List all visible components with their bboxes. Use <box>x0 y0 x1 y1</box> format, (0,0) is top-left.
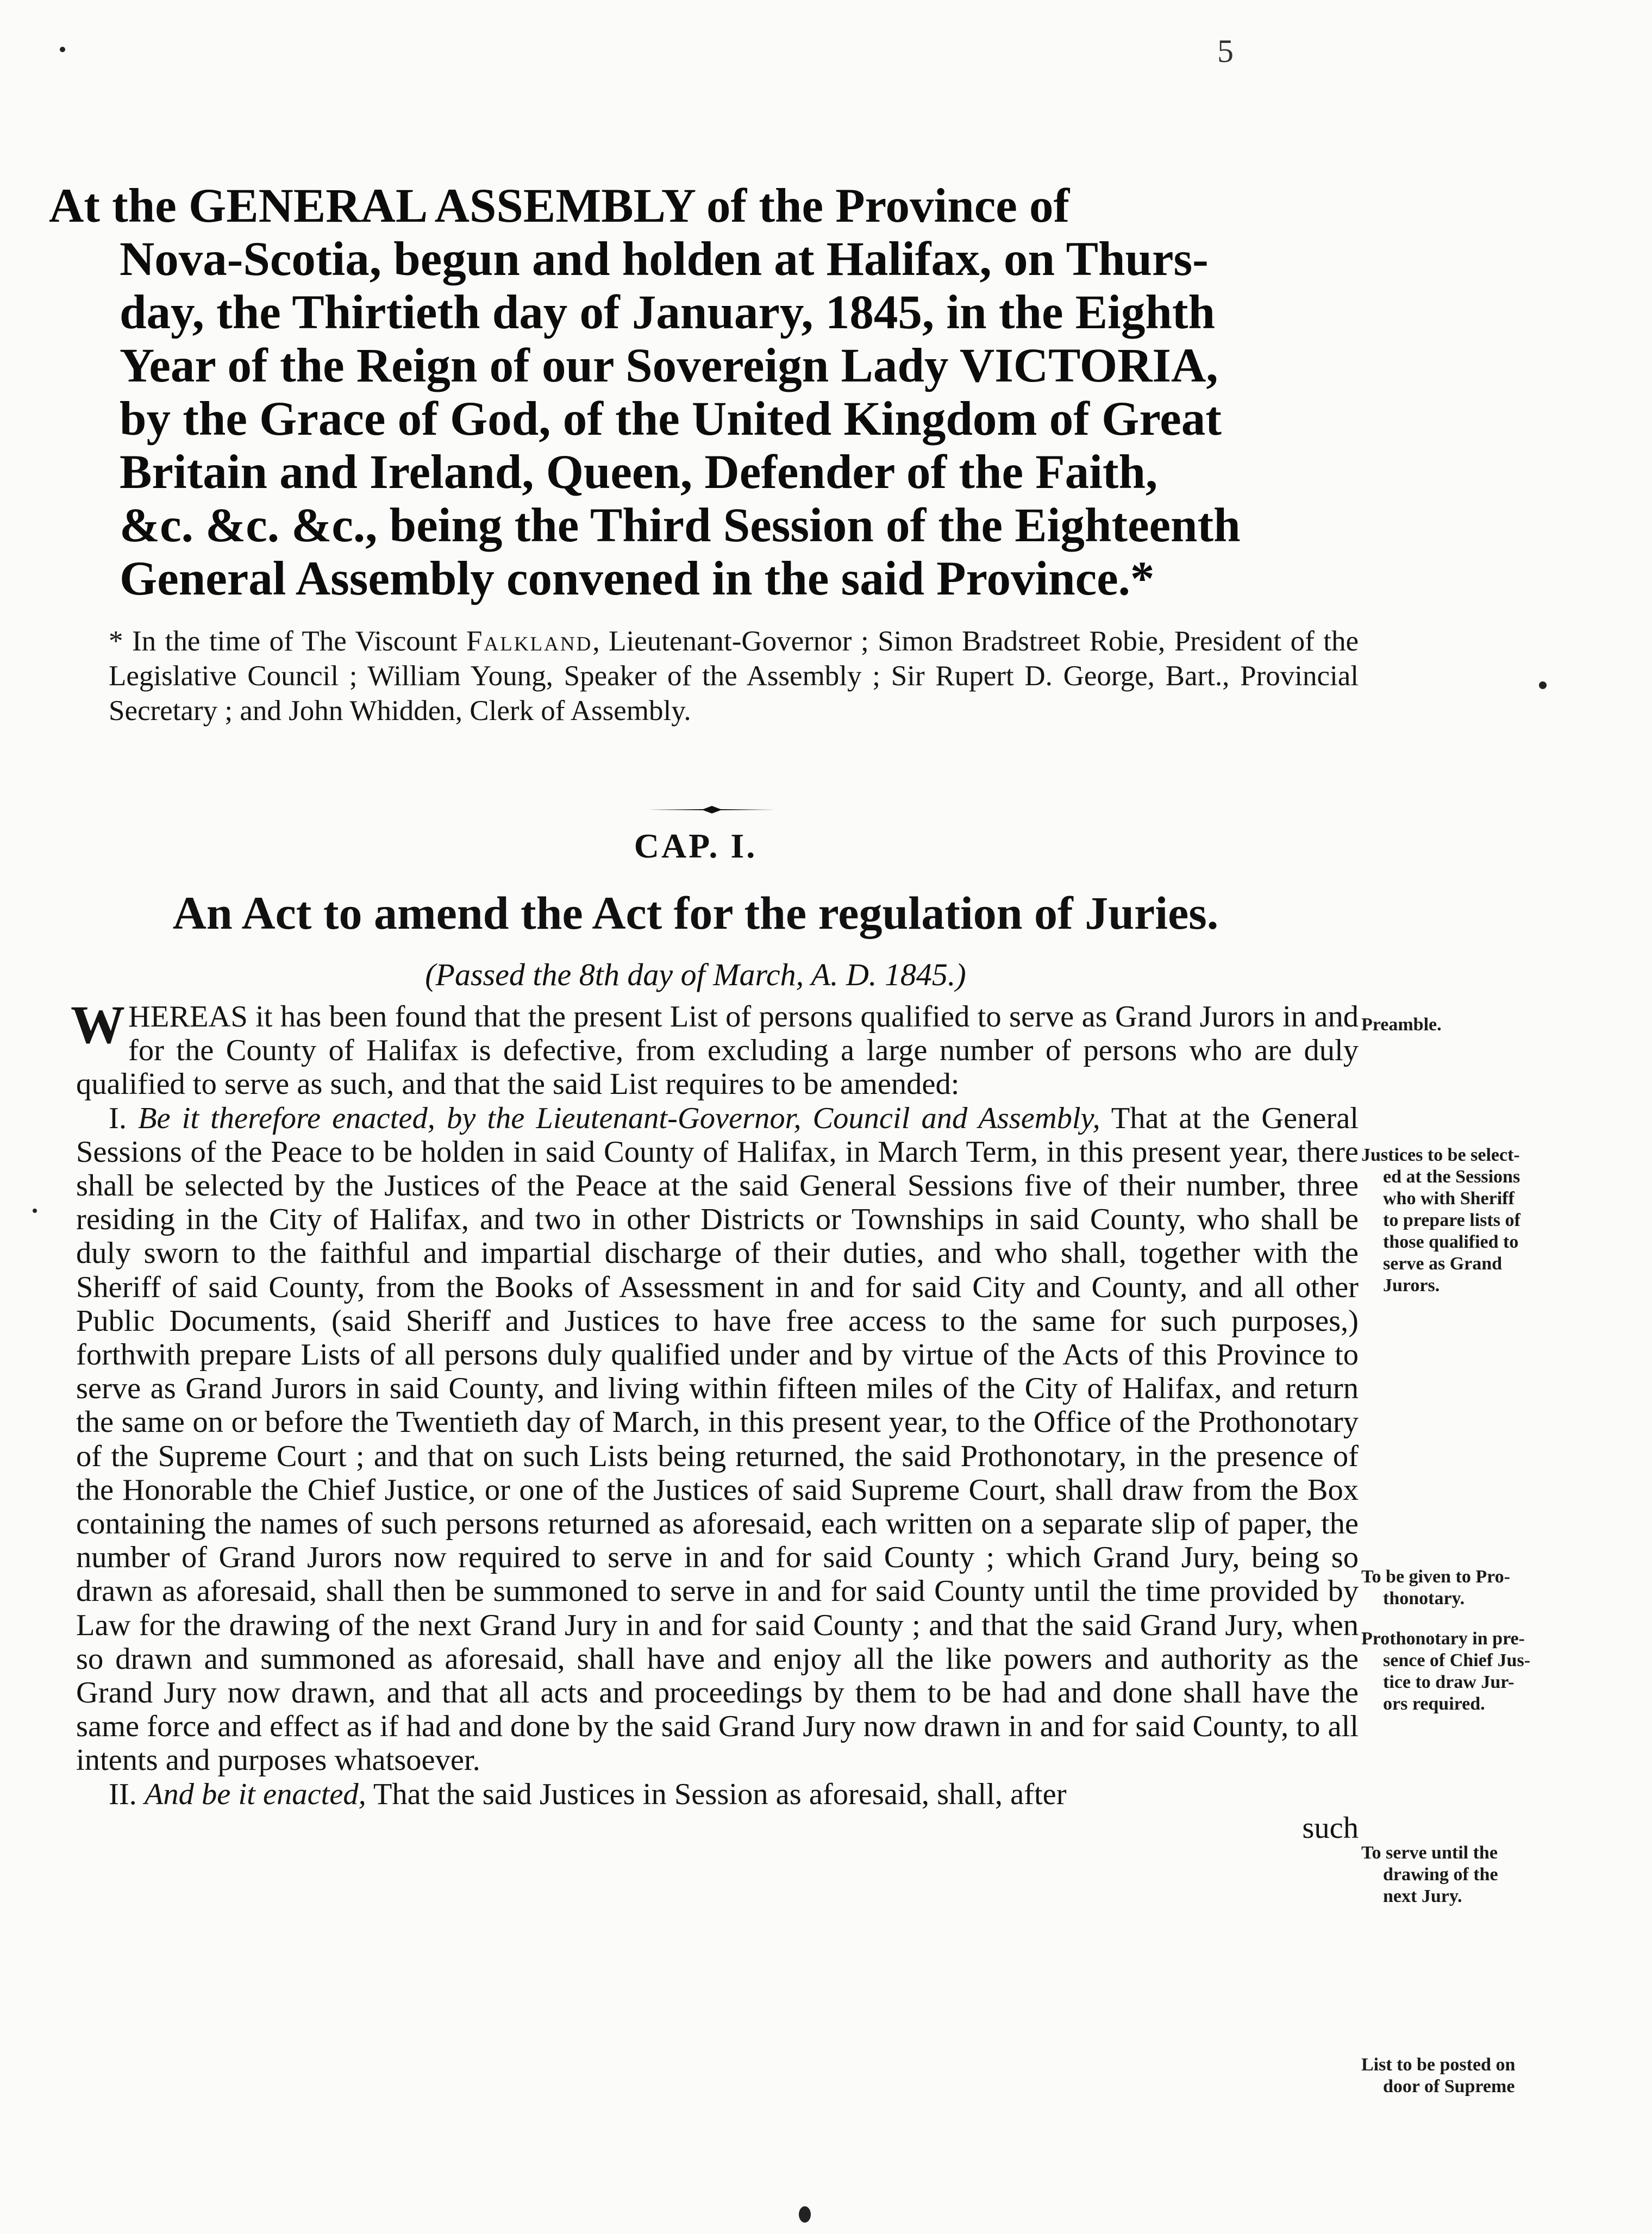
preamble-paragraph <box>71 994 1359 1102</box>
footnote-name: Falkland <box>466 625 593 657</box>
scan-speck <box>60 47 65 52</box>
ornamental-rule <box>647 804 777 815</box>
margin-note-line: who with Sheriff <box>1383 1188 1515 1209</box>
act-body <box>71 994 1359 1845</box>
footnote-after: , Lieutenant-Governor ; Simon Bradstreet Robie, President of the Legislative Council ; William Young, Speaker of the Assembly ; Sir Rupert D. George, Bart., Provincial Secretary ; and John Whidden, Clerk of Assembly. <box>109 625 1359 727</box>
section-2-text: That the said Justices in Session as aforesaid, shall, after <box>373 1777 1067 1811</box>
act-title: An Act to amend the Act for the regulation of Juries. <box>172 887 1219 939</box>
scan-speck <box>799 2206 811 2223</box>
margin-note-line: drawing of the <box>1383 1864 1498 1885</box>
heading-line: Year of the Reign of our Sovereign Lady VICTORIA, <box>120 339 1218 392</box>
margin-note-line: serve as Grand <box>1383 1254 1503 1274</box>
session-heading <box>49 179 1364 605</box>
margin-note-line: ors required. <box>1383 1694 1485 1714</box>
margin-note-term <box>1361 1842 1546 1907</box>
heading-line: General Assembly convened in the said Province.* <box>120 552 1155 605</box>
margin-note-line: tice to draw Jur- <box>1383 1672 1515 1692</box>
page-mark: 5 <box>1217 33 1234 69</box>
margin-note-preamble <box>1361 1014 1546 1036</box>
margin-note-line: Justices to be select- <box>1361 1145 1520 1165</box>
section-2-number: II. <box>109 1777 137 1811</box>
margin-note-line: door of Supreme <box>1383 2076 1515 2097</box>
margin-note-line: next Jury. <box>1383 1886 1462 1906</box>
margin-note-line: List to be posted on <box>1361 2055 1516 2075</box>
section-1 <box>76 1102 1359 1778</box>
scan-speck <box>33 1209 37 1213</box>
heading-line: &c. &c. &c., being the Third Session of the Eighteenth <box>120 499 1241 552</box>
margin-note-line: to prepare lists of <box>1383 1210 1520 1230</box>
heading-line: At the GENERAL ASSEMBLY of the Province of <box>49 179 1070 233</box>
chapter-number: CAP. I. <box>634 827 758 865</box>
margin-note-line: Preamble. <box>1361 1015 1442 1035</box>
heading-line: Nova-Scotia, begun and holden at Halifax, on Thurs- <box>120 233 1209 286</box>
margin-note-line: thonotary. <box>1383 1588 1465 1609</box>
section-1-enacting-clause: Be it therefore enacted, by the Lieutenant-Governor, Council and Assembly, <box>138 1101 1100 1135</box>
heading-line: by the Grace of God, of the United Kingdom of Great <box>120 392 1222 446</box>
drop-initial: W <box>71 994 125 1055</box>
margin-note-justices <box>1361 1144 1546 1297</box>
section-1-text: That at the General Sessions of the Peace to be holden in said County of Halifax, in March Term, in this present year, there shall be selected by the Justices of the Peace at the said General Sessions five of their number, three residing in the City of Halifax, and two in other Districts or Townships in said County, who shall be duly sworn to the faithful and impartial discharge of their duties, and who shall, together with the Sheriff of said County, from the Books of Assessment in and for said City and County, and all other Public Documents, (said Sheriff and Justices to have free access to the same for such purposes,) forthwith prepare Lists of all persons duly qualified under and by virtue of the Acts of this Province to serve as Grand Jurors in said County, and living within fifteen miles of the City of Halifax, and return the same on or before the Twentieth day of March, in this present year, to the Office of the Prothonotary of the Supreme Court ; and that on such Lists being returned, the said Prothonotary, in the presence of the Honorable the Chief Justice, or one of the Justices of said Supreme Court, shall draw from the Box containing the names of such persons returned as aforesaid, each written on a separate slip of paper, the number of Grand Jurors now required to serve in and for said County ; which Grand Jury, being so drawn as aforesaid, shall then be summoned to serve in and for said County until the time provided by Law for the drawing of the next Grand Jury in and for said County ; and that the said Grand Jury, when so drawn and summoned as aforesaid, shall have and enjoy all the like powers and authority as the Grand Jury now drawn, and that all acts and proceedings by them to be had and done shall have the same force and effect as if had and done by the said Grand Jury now drawn in and for said County, to all intents and purposes whatsoever. <box>76 1101 1359 1778</box>
preamble-text: HEREAS it has been found that the present List of persons qualified to serve as Grand Jurors in and for the County of Halifax is defective, from excluding a large number of persons who are duly qualified to serve as such, and that the said List requires to be amended: <box>76 1000 1359 1102</box>
margin-note-prothonotary-delivery <box>1361 1566 1546 1610</box>
margin-note-posting <box>1361 2054 1546 2098</box>
margin-note-line: Jurors. <box>1383 1275 1440 1296</box>
heading-line: Britain and Ireland, Queen, Defender of the Faith, <box>120 446 1158 499</box>
margin-note-line: Prothonotary in pre- <box>1361 1629 1525 1649</box>
catchword: such <box>1302 1811 1359 1845</box>
margin-note-line: sence of Chief Jus- <box>1383 1650 1531 1670</box>
heading-line: day, the Thirtieth day of January, 1845, in the Eighth <box>120 286 1216 339</box>
margin-note-line: those qualified to <box>1383 1232 1519 1252</box>
passed-date-text: (Passed the 8th day of March, A. D. 1845.) <box>425 957 966 992</box>
section-2 <box>76 1778 1359 1811</box>
margin-note-drawing <box>1361 1628 1546 1715</box>
section-1-number: I. <box>109 1101 127 1135</box>
margin-note-line: ed at the Sessions <box>1383 1167 1520 1187</box>
scan-speck <box>1539 681 1547 689</box>
margin-note-line: To serve until the <box>1361 1843 1498 1863</box>
margin-note-line: To be given to Pro- <box>1361 1567 1510 1587</box>
footnote <box>109 624 1359 728</box>
passed-date <box>0 956 1391 993</box>
section-2-enacting-clause: And be it enacted, <box>144 1777 366 1811</box>
footnote-before: * In the time of The Viscount <box>109 625 467 657</box>
